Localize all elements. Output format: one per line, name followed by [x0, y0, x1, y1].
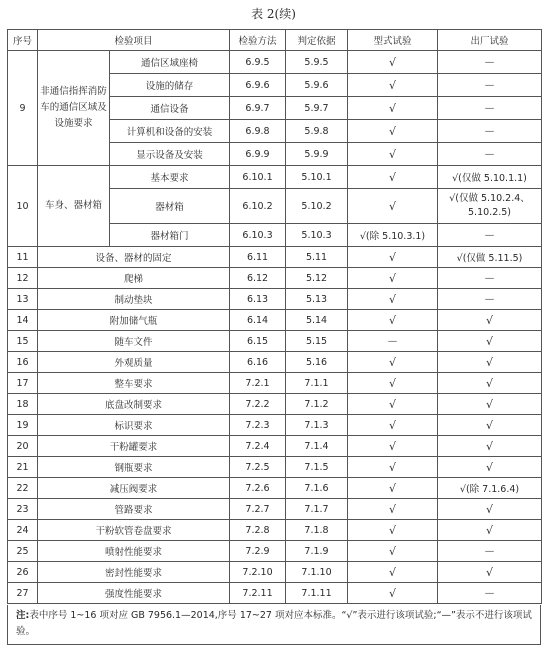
row-basis: 5.9.5: [286, 51, 348, 74]
row-method: 6.9.6: [230, 74, 286, 97]
row-basis: 5.14: [286, 310, 348, 331]
row-item: 管路要求: [38, 499, 230, 520]
row-basis: 7.1.10: [286, 562, 348, 583]
row-type-test: √: [348, 51, 438, 74]
header-factory-test: 出厂试验: [438, 30, 542, 51]
row-factory-test: √: [438, 373, 542, 394]
row-item: 计算机和设备的安装: [110, 120, 230, 143]
row-type-test: √: [348, 74, 438, 97]
row-type-test: √: [348, 562, 438, 583]
row-item: 外观质量: [38, 352, 230, 373]
row-factory-test: √(仅做 5.10.1.1): [438, 166, 542, 189]
table-row: [8, 520, 542, 541]
row-type-test: √: [348, 583, 438, 604]
row-method: 7.2.9: [230, 541, 286, 562]
row-factory-test: √(除 7.1.6.4): [438, 478, 542, 499]
row-method: 7.2.3: [230, 415, 286, 436]
row-factory-test: √: [438, 499, 542, 520]
row-factory-test: —: [438, 289, 542, 310]
row-item: 基本要求: [110, 166, 230, 189]
row-method: 7.2.8: [230, 520, 286, 541]
row-no: 18: [8, 394, 38, 415]
row-item: 整车要求: [38, 373, 230, 394]
row-group: 非通信指挥消防车的通信区域及设施要求: [38, 51, 110, 166]
row-factory-test: —: [438, 583, 542, 604]
header-type-test: 型式试验: [348, 30, 438, 51]
table-row: [8, 394, 542, 415]
row-type-test: √: [348, 436, 438, 457]
row-basis: 7.1.11: [286, 583, 348, 604]
row-item: 显示设备及安装: [110, 143, 230, 166]
row-basis: 7.1.9: [286, 541, 348, 562]
row-method: 6.10.1: [230, 166, 286, 189]
row-method: 7.2.11: [230, 583, 286, 604]
row-method: 6.10.2: [230, 189, 286, 224]
table-row: [8, 562, 542, 583]
row-item: 减压阀要求: [38, 478, 230, 499]
header-row: [8, 30, 542, 51]
header-basis: 判定依据: [286, 30, 348, 51]
row-no: 21: [8, 457, 38, 478]
row-basis: 5.10.3: [286, 224, 348, 247]
row-method: 7.2.6: [230, 478, 286, 499]
row-basis: 7.1.8: [286, 520, 348, 541]
row-method: 6.11: [230, 247, 286, 268]
row-type-test: √: [348, 541, 438, 562]
row-type-test: √: [348, 97, 438, 120]
row-no: 13: [8, 289, 38, 310]
row-factory-test: √: [438, 310, 542, 331]
table-row: [8, 289, 542, 310]
row-basis: 5.15: [286, 331, 348, 352]
row-no: 27: [8, 583, 38, 604]
row-item: 钢瓶要求: [38, 457, 230, 478]
row-no: 26: [8, 562, 38, 583]
row-no: 12: [8, 268, 38, 289]
row-factory-test: —: [438, 541, 542, 562]
row-factory-test: —: [438, 97, 542, 120]
row-type-test: √: [348, 373, 438, 394]
table-row: [8, 457, 542, 478]
row-basis: 7.1.6: [286, 478, 348, 499]
row-type-test: √: [348, 268, 438, 289]
row-type-test: √: [348, 457, 438, 478]
row-method: 6.10.3: [230, 224, 286, 247]
row-no: 16: [8, 352, 38, 373]
row-item: 器材箱: [110, 189, 230, 224]
row-factory-test: √(仅做 5.10.2.4、5.10.2.5): [438, 189, 542, 224]
row-basis: 7.1.3: [286, 415, 348, 436]
row-method: 7.2.10: [230, 562, 286, 583]
row-type-test: √: [348, 352, 438, 373]
row-type-test: √: [348, 247, 438, 268]
row-basis: 7.1.4: [286, 436, 348, 457]
row-basis: 7.1.2: [286, 394, 348, 415]
row-basis: 7.1.7: [286, 499, 348, 520]
row-factory-test: √: [438, 394, 542, 415]
table-row: [8, 415, 542, 436]
row-no: 24: [8, 520, 38, 541]
row-factory-test: —: [438, 268, 542, 289]
row-basis: 5.11: [286, 247, 348, 268]
row-basis: 7.1.5: [286, 457, 348, 478]
row-type-test: √: [348, 520, 438, 541]
row-type-test: √(除 5.10.3.1): [348, 224, 438, 247]
row-item: 通信区域座椅: [110, 51, 230, 74]
row-no: 19: [8, 415, 38, 436]
row-item: 强度性能要求: [38, 583, 230, 604]
row-item: 底盘改制要求: [38, 394, 230, 415]
table-row: [8, 310, 542, 331]
row-no: 22: [8, 478, 38, 499]
header-method: 检验方法: [230, 30, 286, 51]
row-method: 6.14: [230, 310, 286, 331]
row-method: 6.12: [230, 268, 286, 289]
table-row: [8, 247, 542, 268]
row-no: 15: [8, 331, 38, 352]
table-title: 表 2(续): [251, 7, 296, 21]
row-method: 6.13: [230, 289, 286, 310]
row-method: 7.2.2: [230, 394, 286, 415]
row-basis: 7.1.1: [286, 373, 348, 394]
row-factory-test: √: [438, 520, 542, 541]
row-item: 附加储气瓶: [38, 310, 230, 331]
row-no: 25: [8, 541, 38, 562]
table-row: [8, 268, 542, 289]
row-no: 9: [8, 51, 38, 166]
row-method: 7.2.1: [230, 373, 286, 394]
row-item: 喷射性能要求: [38, 541, 230, 562]
row-factory-test: —: [438, 51, 542, 74]
row-type-test: √: [348, 143, 438, 166]
row-item: 设施的储存: [110, 74, 230, 97]
row-item: 爬梯: [38, 268, 230, 289]
row-basis: 5.9.6: [286, 74, 348, 97]
table-row: [8, 166, 542, 189]
row-type-test: √: [348, 478, 438, 499]
row-method: 7.2.5: [230, 457, 286, 478]
row-basis: 5.9.7: [286, 97, 348, 120]
row-type-test: √: [348, 310, 438, 331]
row-no: 17: [8, 373, 38, 394]
table-row: [8, 331, 542, 352]
table-row: [8, 583, 542, 604]
table-row: [8, 51, 542, 74]
row-type-test: √: [348, 166, 438, 189]
table-row: [8, 541, 542, 562]
header-item: 检验项目: [38, 30, 230, 51]
row-basis: 5.9.9: [286, 143, 348, 166]
note-text: 表中序号 1~16 项对应 GB 7956.1—2014,序号 17~27 项对应本标准。“√”表示进行该项试验;“—”表示不进行该项试验。: [16, 610, 532, 637]
row-basis: 5.16: [286, 352, 348, 373]
header-no: 序号: [8, 30, 38, 51]
row-method: 6.9.7: [230, 97, 286, 120]
table-note: [7, 605, 541, 645]
row-factory-test: √: [438, 436, 542, 457]
row-factory-test: —: [438, 224, 542, 247]
row-item: 随车文件: [38, 331, 230, 352]
row-no: 23: [8, 499, 38, 520]
row-item: 干粉罐要求: [38, 436, 230, 457]
row-factory-test: √: [438, 331, 542, 352]
row-method: 7.2.4: [230, 436, 286, 457]
table-row: [8, 478, 542, 499]
row-method: 6.16: [230, 352, 286, 373]
row-item: 设备、器材的固定: [38, 247, 230, 268]
row-group: 车身、器材箱: [38, 166, 110, 247]
row-factory-test: √(仅做 5.11.5): [438, 247, 542, 268]
row-factory-test: √: [438, 352, 542, 373]
row-basis: 5.9.8: [286, 120, 348, 143]
inspection-table: [7, 29, 542, 604]
row-type-test: √: [348, 189, 438, 224]
table-row: [8, 373, 542, 394]
row-no: 11: [8, 247, 38, 268]
row-item: 通信设备: [110, 97, 230, 120]
row-basis: 5.12: [286, 268, 348, 289]
row-method: 7.2.7: [230, 499, 286, 520]
row-item: 干粉软管卷盘要求: [38, 520, 230, 541]
table-row: [8, 352, 542, 373]
row-factory-test: √: [438, 457, 542, 478]
row-type-test: —: [348, 331, 438, 352]
row-method: 6.9.9: [230, 143, 286, 166]
row-factory-test: —: [438, 143, 542, 166]
row-item: 制动垫块: [38, 289, 230, 310]
row-item: 器材箱门: [110, 224, 230, 247]
row-factory-test: √: [438, 562, 542, 583]
row-no: 10: [8, 166, 38, 247]
row-item: 密封性能要求: [38, 562, 230, 583]
row-method: 6.9.8: [230, 120, 286, 143]
row-no: 20: [8, 436, 38, 457]
row-type-test: √: [348, 499, 438, 520]
row-basis: 5.13: [286, 289, 348, 310]
row-basis: 5.10.2: [286, 189, 348, 224]
row-method: 6.15: [230, 331, 286, 352]
row-type-test: √: [348, 289, 438, 310]
row-method: 6.9.5: [230, 51, 286, 74]
row-basis: 5.10.1: [286, 166, 348, 189]
row-factory-test: —: [438, 74, 542, 97]
row-type-test: √: [348, 415, 438, 436]
row-item: 标识要求: [38, 415, 230, 436]
note-label: 注:: [16, 610, 30, 621]
table-row: [8, 499, 542, 520]
table-row: [8, 436, 542, 457]
row-type-test: √: [348, 120, 438, 143]
row-factory-test: —: [438, 120, 542, 143]
row-factory-test: √: [438, 415, 542, 436]
row-type-test: √: [348, 394, 438, 415]
row-no: 14: [8, 310, 38, 331]
